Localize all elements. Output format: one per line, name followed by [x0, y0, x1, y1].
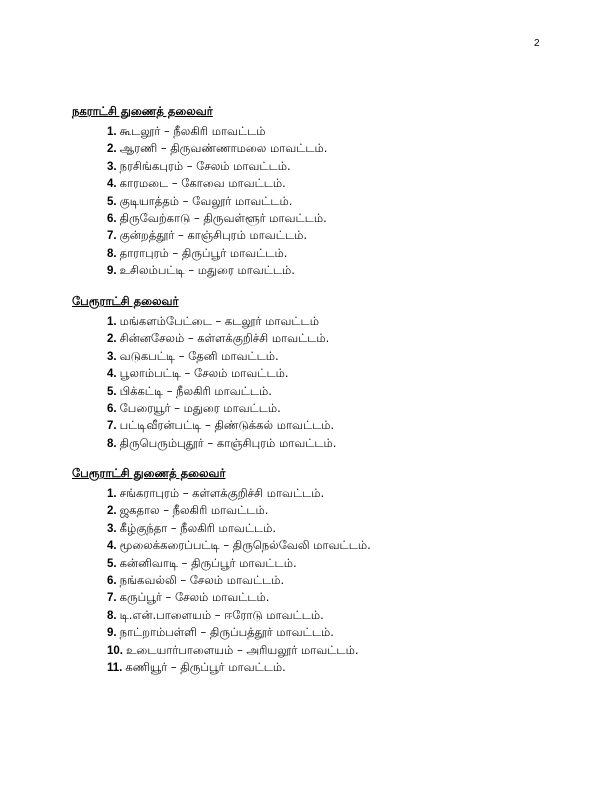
item-text: கருப்பூர் – சேலம் மாவட்டம். — [119, 590, 270, 605]
list-item — [107, 210, 327, 227]
item-text: கீழ்குந்தா – நீலகிரி மாவட்டம். — [119, 520, 277, 535]
item-text: டி.என்.பாளையம் – ஈரோடு மாவட்டம். — [119, 607, 324, 622]
list-item — [107, 158, 327, 175]
list-item — [107, 227, 327, 244]
item-text: நங்கவல்லி – சேலம் மாவட்டம். — [119, 572, 285, 587]
item-number: 6. — [107, 574, 117, 587]
list-item — [107, 624, 371, 641]
item-text: பேரையூர் – மதுரை மாவட்டம். — [119, 400, 281, 415]
item-number: 8. — [107, 437, 117, 450]
section-town-panchayat-vice-chairman — [72, 465, 371, 676]
item-text: நாட்றாம்பள்ளி – திருப்பத்தூர் மாவட்டம். — [119, 625, 334, 640]
item-number: 7. — [107, 420, 117, 433]
list-item — [107, 485, 371, 502]
item-number: 3. — [107, 522, 117, 535]
section-heading: பேரூராட்சி தலைவர் — [72, 294, 179, 308]
item-text: சங்கராபுரம் – கள்ளக்குறிச்சி மாவட்டம். — [119, 486, 325, 500]
item-number: 6. — [107, 402, 117, 415]
item-number: 8. — [107, 247, 117, 260]
item-text: கன்னிவாடி – திருப்பூர் மாவட்டம். — [119, 555, 297, 570]
item-number: 4. — [107, 540, 117, 553]
item-number: 7. — [107, 230, 117, 243]
list-item — [107, 572, 371, 589]
list-item — [107, 383, 336, 400]
item-text: ஜகதால – நீலகிரி மாவட்டம். — [119, 503, 269, 518]
item-text: திருபெரும்புதூர் – காஞ்சிபுரம் மாவட்டம். — [119, 435, 337, 450]
item-number: 1. — [107, 488, 117, 500]
list-item — [107, 400, 336, 417]
item-number: 2. — [107, 505, 117, 518]
list-item — [107, 555, 371, 572]
list-item — [107, 262, 327, 279]
section-municipal-vice-chairman — [72, 103, 327, 280]
list-item — [107, 417, 336, 434]
section-town-panchayat-chairman — [72, 293, 336, 452]
item-number: 4. — [107, 368, 117, 381]
item-number: 7. — [107, 592, 117, 605]
item-text: தாராபுரம் – திருப்பூர் மாவட்டம். — [119, 245, 288, 260]
item-text: குன்றத்தூர் – காஞ்சிபுரம் மாவட்டம். — [119, 228, 308, 243]
list-item — [107, 365, 336, 382]
list-item — [107, 520, 371, 537]
list-item — [107, 348, 336, 365]
page-number: 2 — [534, 38, 540, 49]
item-number: 4. — [107, 178, 117, 191]
section-heading: பேரூராட்சி துணைத் தலைவர் — [72, 466, 226, 480]
item-number: 10. — [107, 644, 123, 657]
item-text: நரசிங்கபுரம் – சேலம் மாவட்டம். — [119, 158, 291, 173]
list-item — [107, 313, 336, 330]
list-item — [107, 659, 371, 676]
item-number: 1. — [107, 126, 117, 138]
item-number: 11. — [107, 661, 123, 674]
item-text: பிக்கட்டி – நீலகிரி மாவட்டம். — [119, 383, 272, 398]
item-text: உடையார்பாளையம் – அரியலூர் மாவட்டம். — [126, 642, 359, 657]
item-number: 3. — [107, 160, 117, 173]
list-item — [107, 140, 327, 157]
list-item — [107, 537, 371, 554]
item-number: 5. — [107, 385, 117, 398]
list-item — [107, 193, 327, 210]
item-number: 3. — [107, 350, 117, 363]
item-text: குடியாத்தம் – வேலூர் மாவட்டம். — [119, 193, 293, 208]
item-list — [72, 123, 327, 280]
item-number: 5. — [107, 557, 117, 570]
item-list — [72, 313, 336, 452]
list-item — [107, 607, 371, 624]
item-number: 8. — [107, 609, 117, 622]
list-item — [107, 589, 371, 606]
list-item — [107, 123, 327, 140]
item-number: 2. — [107, 143, 117, 156]
item-text: மூலைக்கரைப்பட்டி – திருநெல்வேலி மாவட்டம். — [119, 538, 371, 553]
section-heading: நகராட்சி துணைத் தலைவர் — [72, 104, 213, 118]
list-item — [107, 175, 327, 192]
list-item — [107, 435, 336, 452]
item-text: காரமடை – கோவை மாவட்டம். — [119, 176, 286, 191]
list-item — [107, 330, 336, 347]
item-text: மங்களம்பேட்டை – கடலூர் மாவட்டம் — [119, 314, 319, 328]
item-text: பட்டிவீரன்பட்டி – திண்டுக்கல் மாவட்டம். — [119, 418, 335, 433]
list-item — [107, 642, 371, 659]
item-text: ஆரணி – திருவண்ணாமலை மாவட்டம். — [119, 141, 328, 156]
item-number: 2. — [107, 333, 117, 346]
item-text: பூலாம்பட்டி – சேலம் மாவட்டம். — [119, 366, 289, 381]
item-text: சின்னசேலம் – கள்ளக்குறிச்சி மாவட்டம். — [119, 331, 330, 346]
item-number: 9. — [107, 265, 117, 278]
item-text: உசிலம்பட்டி – மதுரை மாவட்டம். — [119, 263, 295, 278]
item-number: 1. — [107, 316, 117, 328]
item-text: கூடலூர் – நீலகிரி மாவட்டம் — [119, 124, 266, 138]
item-number: 5. — [107, 195, 117, 208]
list-item — [107, 502, 371, 519]
item-number: 6. — [107, 212, 117, 225]
list-item — [107, 245, 327, 262]
item-list — [72, 485, 371, 676]
item-text: திருவேற்காடு – திருவள்ளூர் மாவட்டம். — [119, 210, 327, 225]
item-text: வடுகபட்டி – தேனி மாவட்டம். — [119, 348, 279, 363]
item-text: கணியூர் – திருப்பூர் மாவட்டம். — [125, 659, 286, 674]
item-number: 9. — [107, 627, 117, 640]
